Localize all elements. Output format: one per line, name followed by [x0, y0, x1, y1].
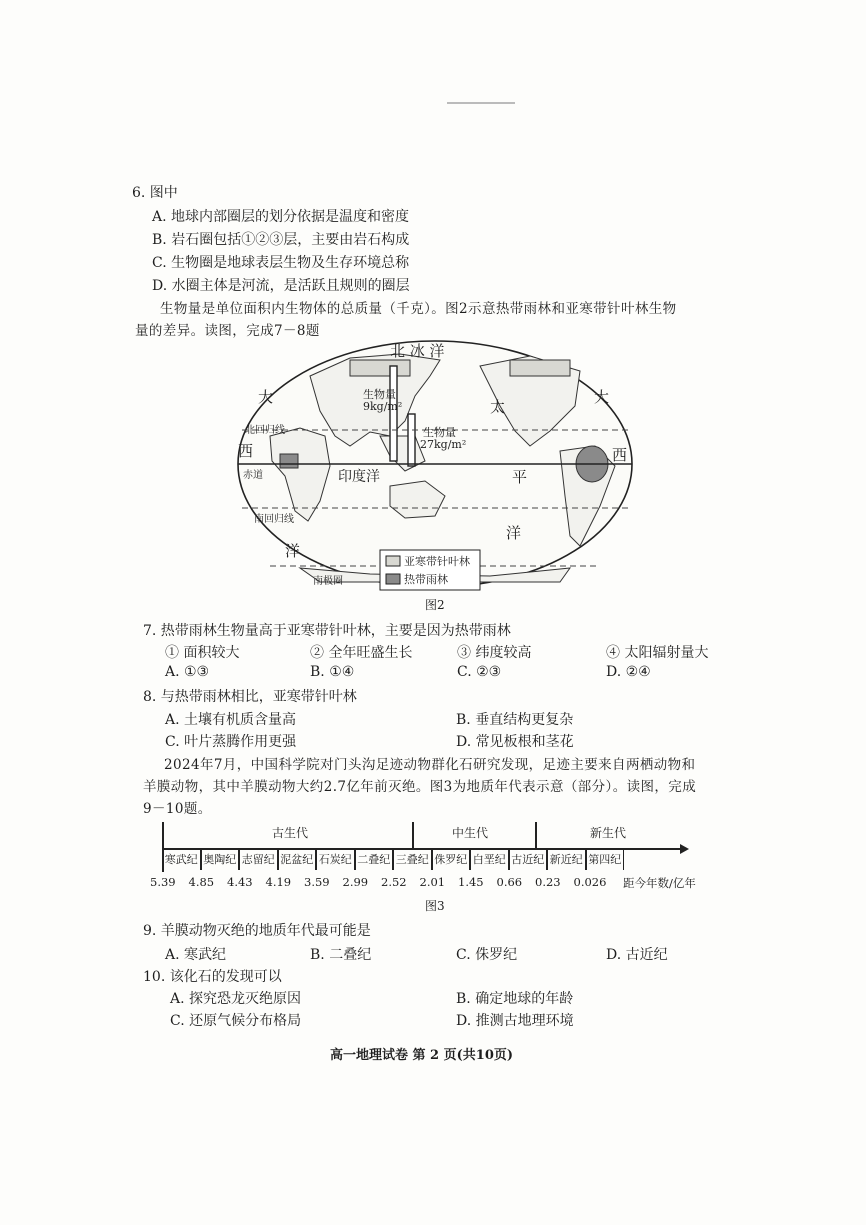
label-equator: 赤道 [243, 470, 263, 481]
label-tai: 太 [490, 398, 506, 416]
q8-option-c: C. 叶片蒸腾作用更强 [165, 734, 297, 750]
label-biomass-conifer: 生物量 [363, 388, 396, 401]
biomass-bar-conifer [390, 366, 397, 461]
period-8: 白垩纪 [470, 850, 509, 870]
label-da-right: 大 [594, 388, 610, 406]
q9-option-a: A. 寒武纪 [165, 947, 227, 963]
q7-option-b: B. ①④ [310, 664, 355, 680]
period-5: 二叠纪 [355, 850, 394, 870]
q7-item-4: ④ 太阳辐射量大 [606, 645, 709, 661]
label-yang-right: 洋 [506, 524, 522, 542]
label-indian-ocean: 印度洋 [338, 469, 380, 485]
q9-option-b: B. 二叠纪 [310, 947, 372, 963]
q6-option-a: A. 地球内部圈层的划分依据是温度和密度 [152, 209, 410, 225]
age-label-5: 2.99 [342, 875, 369, 889]
q10-stem: 10. 该化石的发现可以 [143, 969, 282, 985]
q10-option-d: D. 推测古地理环境 [456, 1013, 574, 1029]
q10-option-b: B. 确定地球的年龄 [456, 991, 574, 1007]
q10-option-a: A. 探究恐龙灭绝原因 [170, 991, 302, 1007]
label-tropic-north: 北回归线 [245, 425, 285, 436]
label-ping: 平 [512, 468, 528, 486]
q7-item-3: ③ 纬度较高 [457, 645, 532, 661]
age-label-8: 1.45 [458, 875, 484, 889]
q9-stem: 9. 羊膜动物灭绝的地质年代最可能是 [143, 923, 371, 939]
era-paleozoic: 古生代 [272, 826, 309, 840]
intro-9-10-line1: 2024年7月，中国科学院对门头沟足迹动物群化石研究发现，足迹主要来自两栖动物和 [164, 757, 696, 773]
label-da-left: 大 [258, 388, 274, 406]
q7-item-2: ② 全年旺盛生长 [310, 645, 413, 661]
period-6: 三叠纪 [393, 850, 432, 870]
q6-option-c: C. 生物圈是地球表层生物及生存环境总称 [152, 255, 410, 271]
period-3: 泥盆纪 [278, 850, 317, 870]
conifer-band-na [510, 360, 570, 376]
age-label-0: 5.39 [150, 875, 176, 889]
age-label-10: 0.23 [535, 875, 561, 889]
periods-row [162, 850, 682, 872]
q8-option-a: A. 土壤有机质含量高 [165, 712, 297, 728]
label-biomass-conifer-value: 9kg/m² [363, 400, 403, 413]
rainforest-africa [280, 454, 298, 468]
label-antarctic-circle: 南极圈 [313, 576, 343, 587]
q7-item-1: ① 面积较大 [165, 645, 240, 661]
legend-label-rainforest: 热带雨林 [404, 573, 448, 586]
scan-mark [447, 102, 515, 104]
q8-stem: 8. 与热带雨林相比，亚寒带针叶林 [143, 689, 357, 705]
q8-option-b: B. 垂直结构更复杂 [456, 712, 574, 728]
legend-label-conifer: 亚寒带针叶林 [404, 555, 470, 568]
period-0: 寒武纪 [162, 850, 201, 870]
era-divider-1 [412, 822, 414, 848]
conifer-band [350, 360, 410, 376]
q6-stem: 6. 图中 [132, 185, 178, 201]
age-label-2: 4.43 [227, 875, 253, 889]
geologic-timeline [162, 822, 690, 872]
period-9: 古近纪 [509, 850, 548, 870]
q7-stem: 7. 热带雨林生物量高于亚寒带针叶林，主要是因为热带雨林 [143, 623, 511, 639]
period-2: 志留纪 [239, 850, 278, 870]
label-xi-right: 西 [612, 446, 628, 464]
intro-7-8-line2: 量的差异。读图，完成7－8题 [135, 323, 320, 339]
q7-option-c: C. ②③ [457, 664, 502, 680]
label-biomass-rainforest-value: 27kg/m² [420, 438, 467, 451]
period-11: 第四纪 [586, 850, 625, 870]
period-4: 石炭纪 [316, 850, 355, 870]
age-label-4: 3.59 [304, 875, 330, 889]
age-label-11: 0.026 [573, 875, 607, 889]
q9-option-d: D. 古近纪 [606, 947, 668, 963]
q9-option-c: C. 侏罗纪 [456, 947, 518, 963]
intro-9-10-line3: 9－10题。 [143, 801, 212, 817]
age-label-3: 4.19 [265, 875, 292, 889]
legend-swatch-rainforest [386, 574, 400, 584]
era-mesozoic: 中生代 [452, 826, 489, 840]
q6-option-d: D. 水圈主体是河流，是活跃且规则的圈层 [152, 278, 410, 294]
q8-option-d: D. 常见板根和茎花 [456, 734, 574, 750]
label-xi-left: 西 [238, 442, 254, 460]
biomass-bar-rainforest [408, 414, 415, 466]
timeline-unit: 距今年数/亿年 [623, 876, 696, 890]
q7-option-a: A. ①③ [165, 664, 210, 680]
age-label-1: 4.85 [188, 875, 215, 889]
q6-option-b: B. 岩石圈包括①②③层，主要由岩石构成 [152, 232, 410, 248]
label-tropic-south: 南回归线 [254, 514, 294, 525]
q10-option-c: C. 还原气候分布格局 [170, 1013, 302, 1029]
age-label-7: 2.01 [419, 875, 446, 889]
q7-option-d: D. ②④ [606, 664, 651, 680]
period-7: 侏罗纪 [432, 850, 471, 870]
label-biomass-rainforest: 生物量 [423, 426, 456, 439]
era-cenozoic: 新生代 [590, 826, 627, 840]
age-label-6: 2.52 [381, 875, 407, 889]
intro-7-8-line1: 生物量是单位面积内生物体的总质量（千克）。图2示意热带雨林和亚寒带针叶林生物 [160, 301, 677, 317]
label-arctic-ocean: 北 冰 洋 [390, 342, 445, 360]
figure-3-caption: 图3 [425, 899, 445, 913]
period-1: 奥陶纪 [201, 850, 240, 870]
page-footer: 高一地理试卷 第 2 页(共10页) [330, 1048, 514, 1063]
legend-swatch-conifer [386, 556, 400, 566]
era-divider-2 [535, 822, 537, 848]
figure-2-caption: 图2 [425, 598, 445, 612]
period-10: 新近纪 [547, 850, 586, 870]
label-yang-left: 洋 [285, 542, 301, 560]
age-label-9: 0.66 [496, 875, 523, 889]
intro-9-10-line2: 羊膜动物，其中羊膜动物大约2.7亿年前灭绝。图3为地质年代表示意（部分）。读图，完成 [143, 779, 697, 795]
